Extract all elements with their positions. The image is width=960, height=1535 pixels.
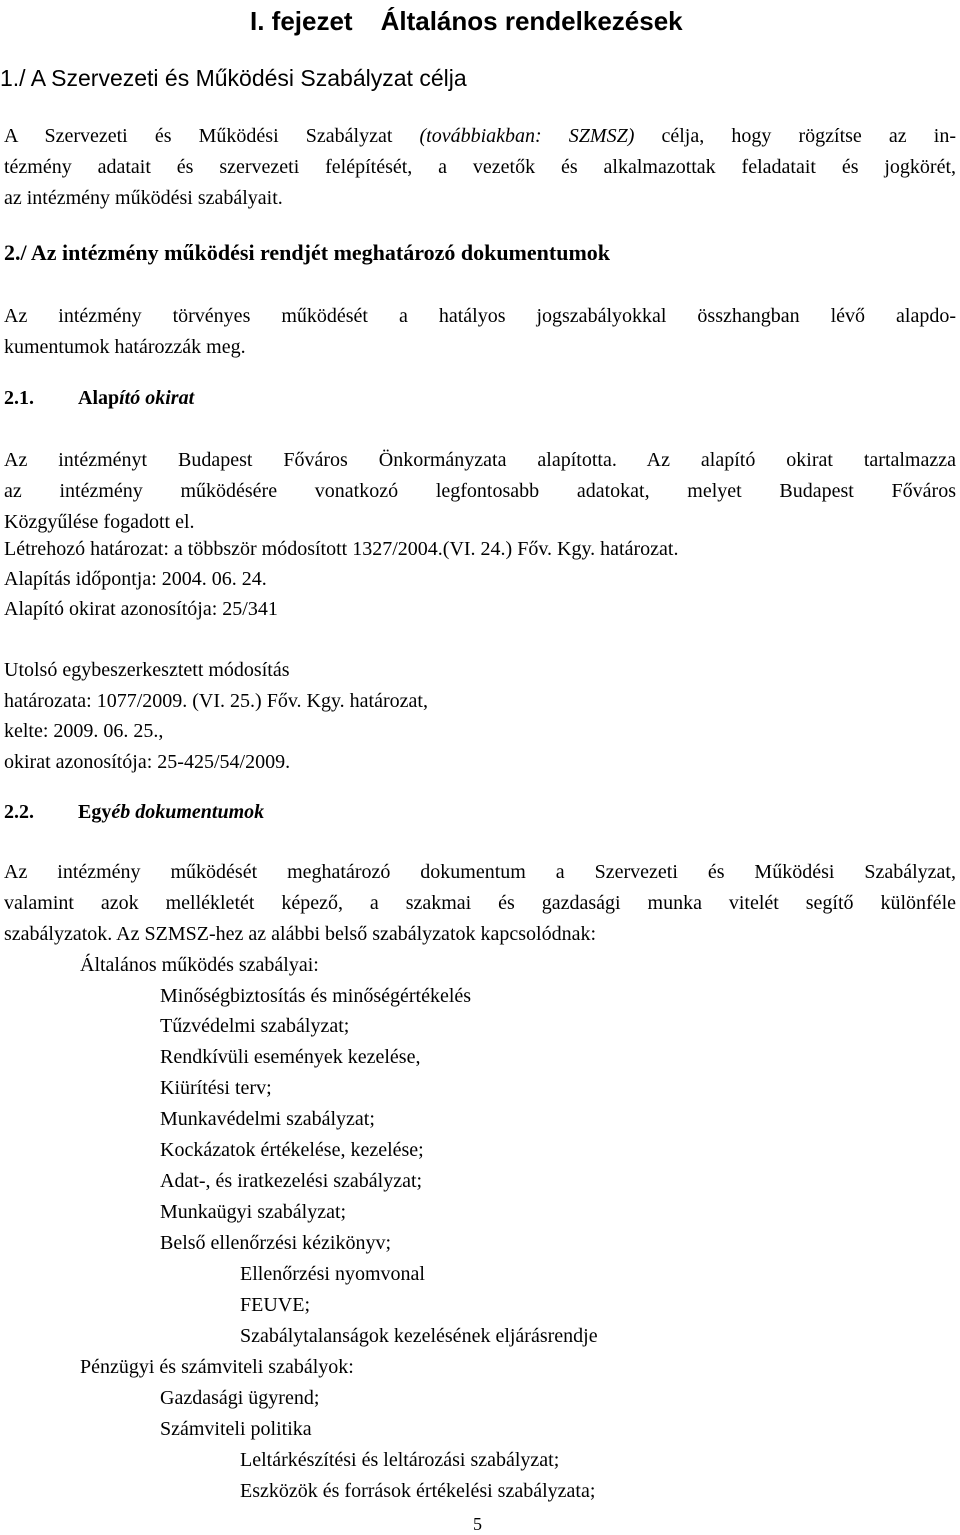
list-item: Munkaügyi szabályzat; [160, 1201, 347, 1223]
subsection-title-part: Egy [78, 801, 112, 823]
subsection-2-2-paragraph [4, 857, 956, 950]
text-run: A Szervezeti és Működési Szabályzat [4, 125, 420, 147]
chapter-heading [250, 2, 683, 40]
subsection-title-part: Alap [78, 387, 120, 409]
section-2-line-2: kumentumok határozzák meg. [4, 336, 246, 358]
text-run: célja, hogy rögzítse az in- [634, 125, 956, 147]
founding-date: Alapítás időpontja: 2004. 06. 24. [4, 568, 267, 590]
subsection-2-1-heading [4, 383, 194, 413]
paragraph-line: Az intézmény működését meghatározó dokumentum a Szervezeti és Működési Szabályzat, [4, 861, 956, 883]
list-item: Gazdasági ügyrend; [160, 1387, 320, 1409]
list-subitem: Eszközök és források értékelési szabályzata; [240, 1480, 596, 1502]
list-item: Minőségbiztosítás és minőségértékelés [160, 985, 472, 1007]
section-2-heading: 2./ Az intézmény működési rendjét meghatározó dokumentumok [4, 240, 611, 265]
list-item: Belső ellenőrzési kézikönyv; [160, 1232, 392, 1254]
section-2-paragraph [4, 301, 956, 363]
list-item: Adat-, és iratkezelési szabályzat; [160, 1170, 423, 1192]
paragraph-line: Közgyűlése fogadott el. [4, 511, 195, 533]
list-item: Tűzvédelmi szabályzat; [160, 1015, 350, 1037]
list-group-heading: Pénzügyi és számviteli szabályok: [80, 1356, 354, 1378]
section-1-line-3: az intézmény működési szabályait. [4, 187, 283, 209]
list-subitem: Ellenőrzési nyomvonal [240, 1263, 425, 1285]
list-item: Munkavédelmi szabályzat; [160, 1108, 375, 1130]
chapter-number: I. fejezet [250, 6, 353, 36]
subsection-number: 2.1. [4, 387, 34, 409]
list-subitem: FEUVE; [240, 1294, 310, 1316]
subsection-title-part: éb dokumentumok [111, 801, 265, 823]
list-item: Kockázatok értékelése, kezelése; [160, 1139, 424, 1161]
section-1-line-1 [4, 121, 956, 152]
list-subitem: Leltárkészítési és leltározási szabályzat; [240, 1449, 560, 1471]
page-number: 5 [473, 1514, 482, 1534]
section-2-line-1: Az intézmény törvényes működését a hatályos jogszabályokkal összhangban lévő alapdo- [4, 305, 956, 327]
paragraph-line: szabályzatok. Az SZMSZ-hez az alábbi belső szabályzatok kapcsolódnak: [4, 923, 597, 945]
list-subitem: Szabálytalanságok kezelésének eljárásrendje [240, 1325, 598, 1347]
last-amendment-line: Utolsó egybeszerkesztett módosítás [4, 659, 290, 681]
section-1-paragraph [4, 121, 956, 214]
list-item: Számviteli politika [160, 1418, 312, 1440]
last-amendment-line: határozata: 1077/2009. (VI. 25.) Főv. Kgy. határozat, [4, 690, 428, 712]
subsection-title-part: ító okirat [119, 387, 195, 409]
section-1-line-2: tézmény adatait és szervezeti felépítését, a vezetők és alkalmazottak feladatait és jogkörét, [4, 156, 956, 178]
paragraph-line: valamint azok mellékletét képező, a szakmai és gazdasági munka vitelét segítő különféle [4, 892, 956, 914]
paragraph-line: Az intézményt Budapest Főváros Önkormányzata alapította. Az alapító okirat tartalmazza [4, 449, 956, 471]
list-group-heading: Általános működés szabályai: [80, 954, 319, 976]
founding-resolution: Létrehozó határozat: a többször módosított 1327/2004.(VI. 24.) Főv. Kgy. határozat. [4, 538, 679, 560]
subsection-2-2-heading [4, 797, 264, 827]
charter-id: Alapító okirat azonosítója: 25/341 [4, 598, 278, 620]
section-1-heading: 1./ A Szervezeti és Működési Szabályzat célja [0, 65, 467, 91]
list-item: Kiürítési terv; [160, 1077, 272, 1099]
subsection-2-1-paragraph [4, 445, 956, 538]
last-amendment-line: kelte: 2009. 06. 25., [4, 720, 164, 742]
abbreviation-note: (továbbiakban: SZMSZ) [419, 125, 635, 147]
chapter-title: Általános rendelkezések [380, 6, 683, 36]
last-amendment-line: okirat azonosítója: 25-425/54/2009. [4, 751, 291, 773]
paragraph-line: az intézmény működésére vonatkozó legfontosabb adatokat, melyet Budapest Főváros [4, 480, 956, 502]
subsection-number: 2.2. [4, 801, 34, 823]
list-item: Rendkívüli események kezelése, [160, 1046, 421, 1068]
